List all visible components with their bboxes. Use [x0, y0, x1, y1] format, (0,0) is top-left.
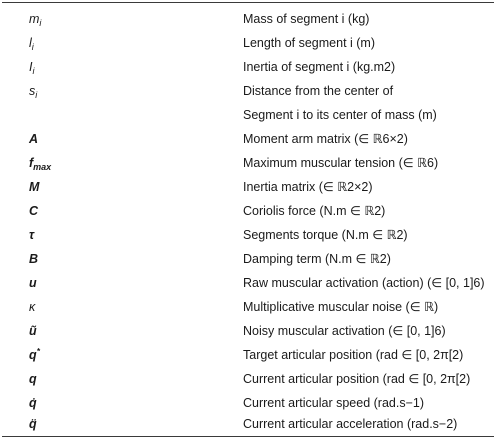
table-row: [0, 414, 496, 434]
description-cell: Inertia matrix (∈ ℝ2×2): [243, 180, 373, 194]
symbol-cell: $I_i$: [29, 60, 35, 76]
table-row: [0, 297, 496, 317]
table-row: [0, 345, 496, 365]
bottom-rule: [2, 436, 494, 437]
description-cell: Target articular position (rad ∈ [0, 2π[2): [243, 348, 464, 362]
table-row: [0, 321, 496, 341]
symbol-cell: $l_i$: [29, 36, 34, 52]
symbol-cell: M: [29, 180, 40, 194]
top-rule: [2, 2, 494, 3]
table-row: [0, 105, 496, 125]
table-row: [0, 177, 496, 197]
description-cell: Raw muscular activation (action) (∈ [0, 1]6): [243, 276, 485, 290]
description-cell: Maximum muscular tension (∈ ℝ6): [243, 156, 439, 170]
description-cell: Mass of segment i (kg): [243, 12, 370, 26]
symbol-cell: C: [29, 204, 39, 218]
description-cell: Segments torque (N.m ∈ ℝ2): [243, 228, 408, 242]
table-row: [0, 273, 496, 293]
description-cell: Noisy muscular activation (∈ [0, 1]6): [243, 324, 446, 338]
description-cell: Length of segment i (m): [243, 36, 376, 50]
table-row: [0, 33, 496, 53]
symbol-cell: q̈: [29, 417, 37, 431]
symbol-cell: ũ: [29, 324, 37, 338]
symbol-cell: τ: [29, 228, 35, 242]
symbol-cell: $f_{max}$: [29, 156, 52, 172]
symbol-cell: q*: [29, 346, 40, 362]
table-row: [0, 201, 496, 221]
description-cell: Current articular acceleration (rad.s−2): [243, 417, 458, 431]
table-row: [0, 225, 496, 245]
description-cell: Segment i to its center of mass (m): [243, 108, 437, 122]
description-cell: Damping term (N.m ∈ ℝ2): [243, 252, 391, 266]
table-row: [0, 249, 496, 269]
description-cell: Moment arm matrix (∈ ℝ6×2): [243, 132, 408, 146]
table-row: [0, 369, 496, 389]
symbol-cell: $m_i$: [29, 12, 42, 28]
symbol-cell: u: [29, 276, 37, 290]
description-cell: Current articular speed (rad.s−1): [243, 396, 424, 410]
symbol-cell: $s_i$: [29, 84, 38, 100]
symbol-cell: q̇: [29, 396, 37, 410]
description-cell: Coriolis force (N.m ∈ ℝ2): [243, 204, 386, 218]
description-cell: Current articular position (rad ∈ [0, 2π[2): [243, 372, 471, 386]
table-row: [0, 393, 496, 413]
table-row: [0, 129, 496, 149]
symbol-cell: q: [29, 372, 37, 386]
description-cell: Multiplicative muscular noise (∈ ℝ): [243, 300, 439, 314]
symbol-cell: A: [29, 132, 39, 146]
symbol-cell: κ: [29, 300, 36, 314]
table-row: [0, 57, 496, 77]
table-row: [0, 81, 496, 101]
symbol-cell: B: [29, 252, 39, 266]
table-row: [0, 9, 496, 29]
description-cell: Distance from the center of: [243, 84, 394, 98]
description-cell: Inertia of segment i (kg.m2): [243, 60, 396, 74]
table-row: [0, 153, 496, 173]
